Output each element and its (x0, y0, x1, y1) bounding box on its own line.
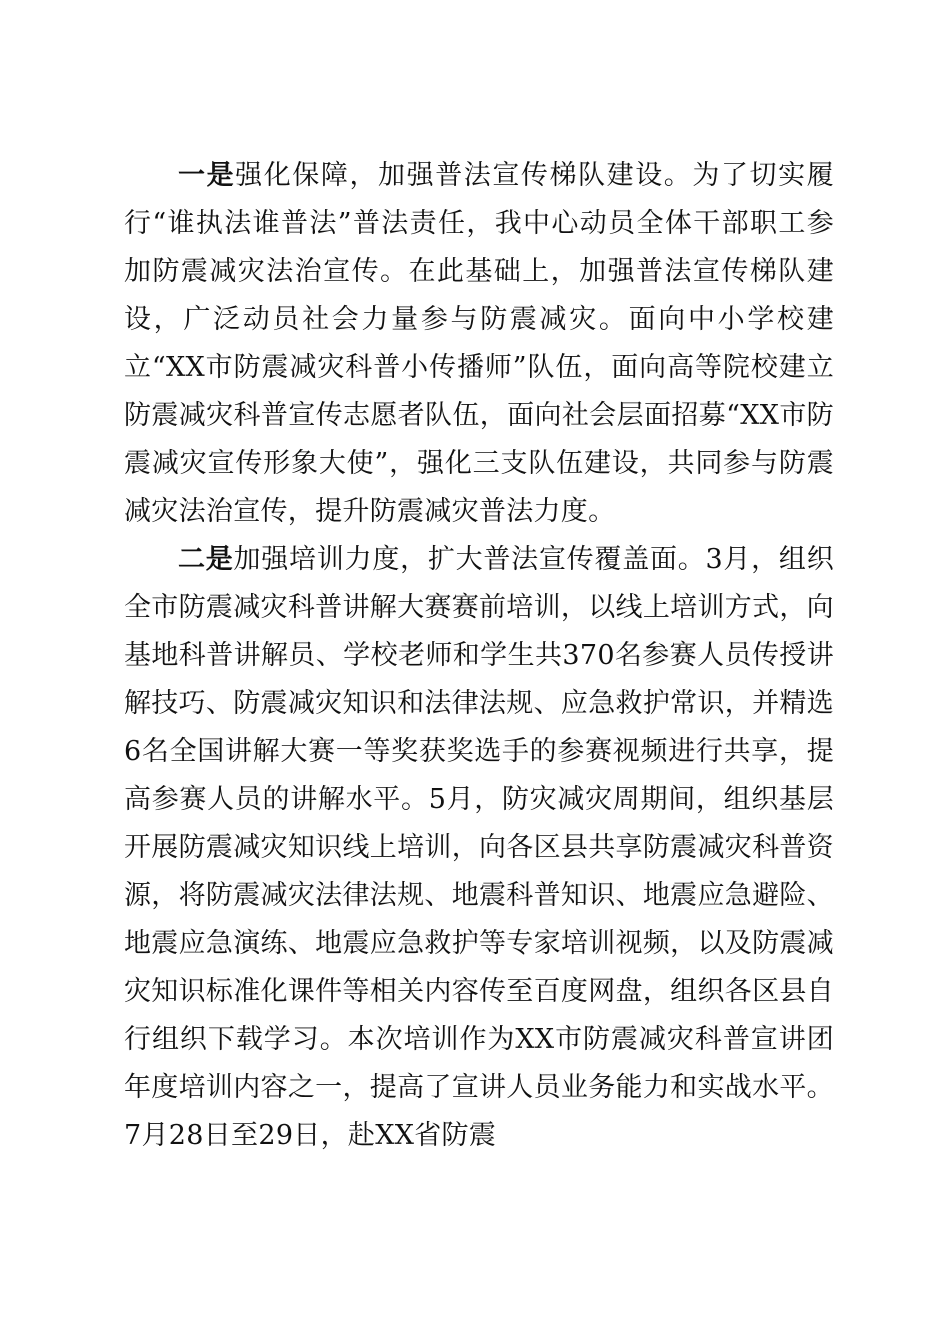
paragraph-2-lead: 二是 (178, 544, 234, 575)
paragraph-2-text: 加强培训力度，扩大普法宣传覆盖面。3月，组织全市防震减灾科普讲解大赛赛前培训，以线上培训方式，向基地科普讲解员、学校老师和学生共370名参赛人员传授讲解技巧、防震减灾知识和法律法规、应急救护常识，并精选6名全国讲解大赛一等奖获奖选手的参赛视频进行共享，提高参赛人员的讲解水平。5月，防灾减灾周期间，组织基层开展防震减灾知识线上培训，向各区县共享防震减灾科普资源，将防震减灾法律法规、地震科普知识、地震应急避险、地震应急演练、地震应急救护等专家培训视频，以及防震减灾知识标准化课件等相关内容传至百度网盘，组织各区县自行组织下载学习。本次培训作为XX市防震减灾科普宣讲团年度培训内容之一，提高了宣讲人员业务能力和实战水平。7月28日至29日，赴XX省防震 (124, 544, 834, 1151)
paragraph-2 (124, 536, 834, 1160)
document-body (124, 152, 834, 1160)
paragraph-1 (124, 152, 834, 536)
paragraph-1-text: 强化保障，加强普法宣传梯队建设。为了切实履行“谁执法谁普法”普法责任，我中心动员全体干部职工参加防震减灾法治宣传。在此基础上，加强普法宣传梯队建设，广泛动员社会力量参与防震减灾。面向中小学校建立“XX市防震减灾科普小传播师”队伍，面向高等院校建立防震减灾科普宣传志愿者队伍，面向社会层面招募“XX市防震减灾宣传形象大使”，强化三支队伍建设，共同参与防震减灾法治宣传，提升防震减灾普法力度。 (124, 160, 834, 527)
paragraph-1-lead: 一是 (178, 160, 236, 191)
